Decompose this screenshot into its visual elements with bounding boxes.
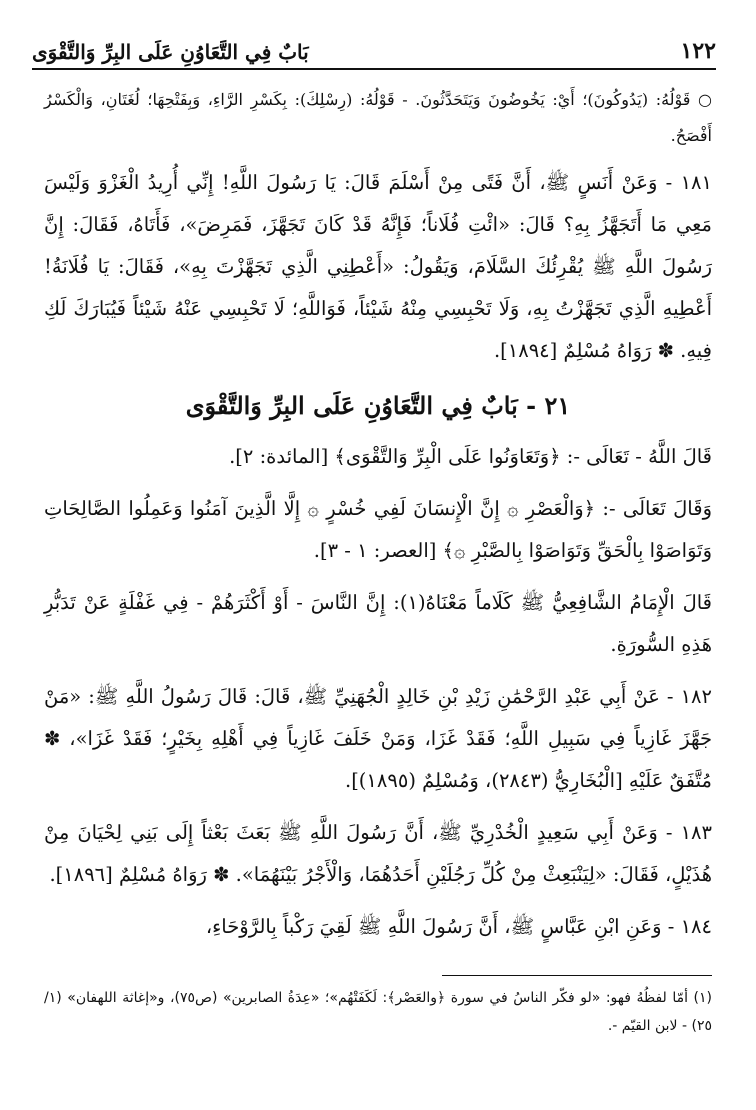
- chapter-title: ٢١ - بَابٌ فِي التَّعَاوُنِ عَلَى البِرِّ وَالتَّقْوَى: [185, 391, 571, 420]
- hadith-181: ١٨١ - وَعَنْ أَنَسٍ ﷺ، أَنَّ فَتًى مِنْ أَسْلَمَ قَالَ: يَا رَسُولَ اللَّهِ! إِنِّي أُرِيدُ الْغَزْوَ وَلَيْسَ مَعِي مَا أَتَجَهَّزُ بِهِ؟ قَالَ: «ائْتِ فُلَاناً؛ فَإِنَّهُ قَدْ كَانَ تَجَهَّزَ، فَمَرِضَ»، فَأَتَاهُ، فَقَالَ: إِنَّ رَسُولَ اللَّهِ ﷺ يُقْرِئُكَ السَّلَامَ، وَيَقُولُ: «أَعْطِنِي الَّذِي تَجَهَّزْتَ بِهِ»، فَقَالَ: يَا فُلَانَةُ! أَعْطِيهِ الَّذِي تَجَهَّزْتُ بِهِ، وَلَا تَحْبِسِي مِنْهُ شَيْئاً، فَوَاللَّهِ؛ لَا تَحْبِسِي عَنْهُ شَيْئاً فَيُبَارَكَ لَكِ فِيهِ. ✽ رَوَاهُ مُسْلِمٌ [١٨٩٤].: [44, 171, 712, 362]
- running-title: بَابٌ فِي التَّعَاوُنِ عَلَى البِرِّ وَالتَّقْوَى: [32, 40, 309, 64]
- hadith-183: ١٨٣ - وَعَنْ أَبِي سَعِيدٍ الْخُدْرِيِّ ﷺ، أَنَّ رَسُولَ اللَّهِ ﷺ بَعَثَ بَعْثاً إِلَى بَنِي لِحْيَانَ مِنْ هُذَيْلٍ، فَقَالَ: «لِيَنْبَعِثْ مِنْ كُلِّ رَجُلَيْنِ أَحَدُهُمَا، وَالْأَجْرُ بَيْنَهُمَا». ✽ رَوَاهُ مُسْلِمٌ [١٨٩٦].: [44, 821, 712, 886]
- quran-quote-asr: وَقَالَ تَعَالَى -: ﴿وَالْعَصْرِ ۞ إِنَّ الْإِنسَانَ لَفِي خُسْرٍ ۞ إِلَّا الَّذِينَ آمَنُوا وَعَمِلُوا الصَّالِحَاتِ وَتَوَاصَوْا بِالْحَقِّ وَتَوَاصَوْا بِالصَّبْرِ ۞﴾ [العصر: ١ - ٣].: [44, 497, 712, 562]
- footnote-rule: [442, 975, 712, 976]
- commentary-note: ○ قَوْلُهُ: (يَدُوكُونَ)؛ أَيْ: يَخُوضُونَ وَيَتَحَدَّثُونَ. - قَوْلُهُ: (رِسْلِكَ): بِكَسْرِ الرَّاءِ، وَبِفَتْحِهَا؛ لُغَتَانِ، وَالْكَسْرُ أَفْصَحُ.: [44, 90, 712, 145]
- hadith-184: ١٨٤ - وَعَنِ ابْنِ عَبَّاسٍ ﷺ، أَنَّ رَسُولَ اللَّهِ ﷺ لَقِيَ رَكْباً بِالرَّوْحَاءِ،: [205, 915, 712, 938]
- header-rule: [32, 68, 716, 70]
- shafii-statement: قَالَ الْإِمَامُ الشَّافِعِيُّ ﷺ كَلَاماً مَعْنَاهُ(١): إِنَّ النَّاسَ - أَوْ أَكْثَرَهُمْ - فِي غَفْلَةٍ عَنْ تَدَبُّرِ هَذِهِ السُّورَةِ.: [44, 591, 712, 656]
- footnote: (١) أمّا لفظُهُ فهو: «لو فكّر الناسُ في سورة ﴿والعَصْر﴾: لَكَفَتْهُم»؛ «عِدَةُ الصابرين» (ص٧٥)، و«إغاثة اللهفان» (١/ ٢٥) - لابن القيّم -.: [44, 990, 713, 1034]
- page-body: [44, 82, 712, 958]
- hadith-182: ١٨٢ - عَنْ أَبِي عَبْدِ الرَّحْمَٰنِ زَيْدِ بْنِ خَالِدٍ الْجُهَنِيِّ ﷺ، قَالَ: قَالَ رَسُولُ اللَّهِ ﷺ: «مَنْ جَهَّزَ غَازِياً فِي سَبِيلِ اللَّهِ؛ فَقَدْ غَزَا، وَمَنْ خَلَفَ غَازِياً فِي أَهْلِهِ بِخَيْرٍ؛ فَقَدْ غَزَا»، ✽ مُتَّفَقٌ عَلَيْهِ [الْبُخَارِيُّ (٢٨٤٣)، وَمُسْلِمٌ (١٨٩٥)].: [44, 685, 712, 792]
- page-header: [32, 22, 716, 64]
- quran-quote-maidah: قَالَ اللَّهُ - تَعَالَى -: ﴿وَتَعَاوَنُوا عَلَى الْبِرِّ وَالتَّقْوَى﴾ [المائدة: ٢].: [229, 445, 712, 468]
- page-number: ١٢٢: [680, 38, 716, 64]
